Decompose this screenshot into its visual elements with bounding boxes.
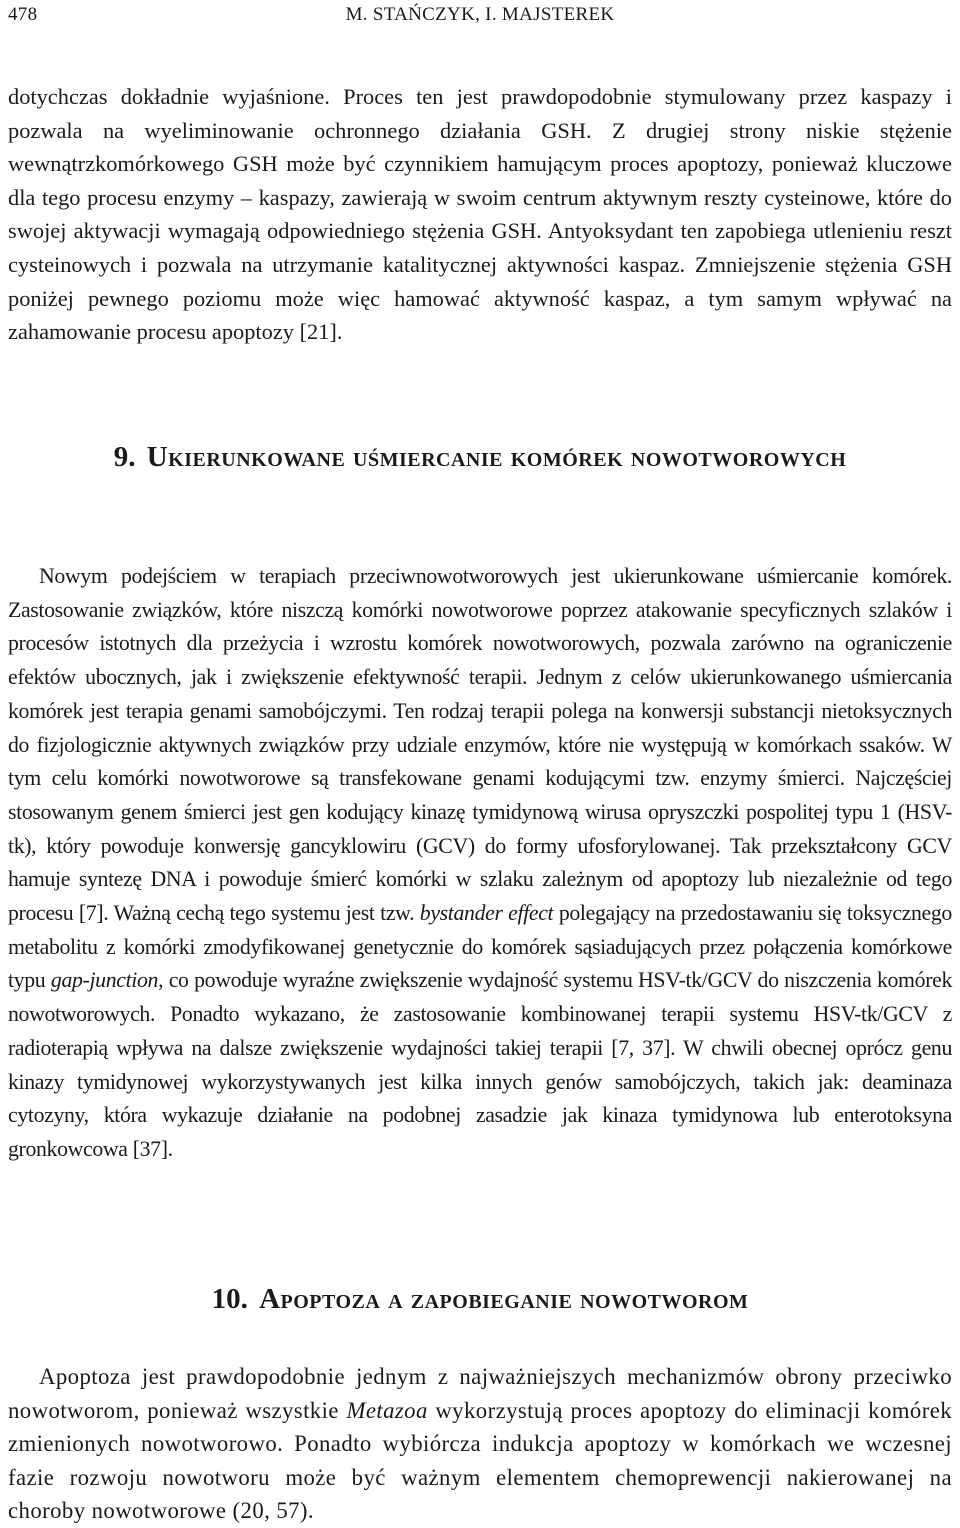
text-run: polegający na przedostawaniu się toksycznego metabolitu z komórki zmodyfikowanej genetycznie do komórek sąsiadujących przez połączenia komórkowe typu	[8, 901, 952, 993]
text-run: wykorzystują proces apoptozy do eliminacji komórek zmienionych nowotworowo. Ponadto wybiórcza indukcja apoptozy w komórkach we wczesnej fazie rozwoju nowotworu może być ważnym elementem chemoprewencji nakierowanej na choroby nowotworowe (20, 57).	[8, 1397, 953, 1523]
italic-term: bystander effect	[419, 901, 554, 926]
section-heading-9	[8, 437, 952, 477]
section-title: Apoptoza a zapobieganie nowotworom	[259, 1283, 749, 1315]
section-number: 9.	[113, 441, 136, 473]
page-number: 478	[8, 4, 38, 25]
section-number: 10.	[211, 1283, 248, 1315]
italic-term: gap-junction	[50, 968, 159, 993]
section-title: Ukierunkowane uśmiercanie komórek nowotworowych	[146, 441, 847, 473]
paragraph-targeted-killing	[8, 560, 952, 1167]
italic-term: Metazoa	[346, 1397, 428, 1423]
running-head	[8, 4, 952, 28]
text-run: , co powoduje wyraźne zwiększenie wydajność systemu HSV-tk/GCV do niszczenia komórek nowotworowych. Ponadto wykazano, że zastosowanie kombinowanej terapii systemu HSV-tk/GCV z radioterapią wpływa na dalsze zwiększenie wydajności takiej terapii [7, 37]. W chwili obecnej oprócz genu kinazy tymidynowej wykorzystywanych jest kilka innych genów samobójczych, takich jak: deaminaza cytozyny, która wykazuje działanie na podobnej zasadzie jak kinaza tymidynowa lub enterotoksyna gronkowcowa [37].	[8, 968, 952, 1161]
running-title: M. STAŃCZYK, I. MAJSTEREK	[345, 4, 615, 25]
section-heading-10	[8, 1279, 952, 1319]
text-run: Nowym podejściem w terapiach przeciwnowotworowych jest ukierunkowane uśmiercanie komórek. Zastosowanie związków, które niszczą komórki nowotworowe poprzez atakowanie specyficznych szlaków i procesów istotnych dla przeżycia i wzrostu komórek nowotworowych, pozwala zarówno na ograniczenie efektów ubocznych, jak i zwiększenie efektywność terapii. Jednym z celów ukierunkowanego uśmiercania komórek jest terapia genami samobójczymi. Ten rodzaj terapii polega na konwersji substancji nietoksycznych do fizjologicznie aktywnych związków przy udziale enzymów, które nie występują w komórkach ssaków. W tym celu komórki nowotworowe są transfekowane genami kodującymi tzw. enzymy śmierci. Najczęściej stosowanym genem śmierci jest gen kodujący kinazę tymidynową wirusa opryszczki pospolitej typu 1 (HSV-tk), który powoduje konwersję gancyklowiru (GCV) do formy ufosforylowanej. Tak przekształcony GCV hamuje syntezę DNA i powoduje śmierć komórki w szlaku zależnym od apoptozy lub niezależnie od tego procesu [7]. Ważną cechą tego systemu jest tzw.	[8, 564, 952, 926]
paragraph-gsh-apoptosis: dotychczas dokładnie wyjaśnione. Proces ten jest prawdopodobnie stymulowany przez kaspazy i pozwala na wyeliminowanie ochronnego działania GSH. Z drugiej strony niskie stężenie wewnątrzkomórkowego GSH może być czynnikiem hamującym proces apoptozy, ponieważ kluczowe dla tego procesu enzymy – kaspazy, zawierają w swoim centrum aktywnym reszty cysteinowe, które do swojej aktywacji wymagają odpowiedniego stężenia GSH. Antyoksydant ten zapobiega utlenieniu reszt cysteinowych i pozwala na utrzymanie katalitycznej aktywności kaspaz. Zmniejszenie stężenia GSH poniżej pewnego poziomu może więc hamować aktywność kaspaz, a tym samym wpływać na zahamowanie procesu apoptozy [21].	[8, 84, 952, 345]
text-run: Apoptoza jest prawdopodobnie jednym z najważniejszych mechanizmów obrony przeciwko nowotworom, ponieważ wszystkie	[8, 1364, 952, 1423]
paragraph-apoptosis-prevention	[8, 1360, 952, 1528]
